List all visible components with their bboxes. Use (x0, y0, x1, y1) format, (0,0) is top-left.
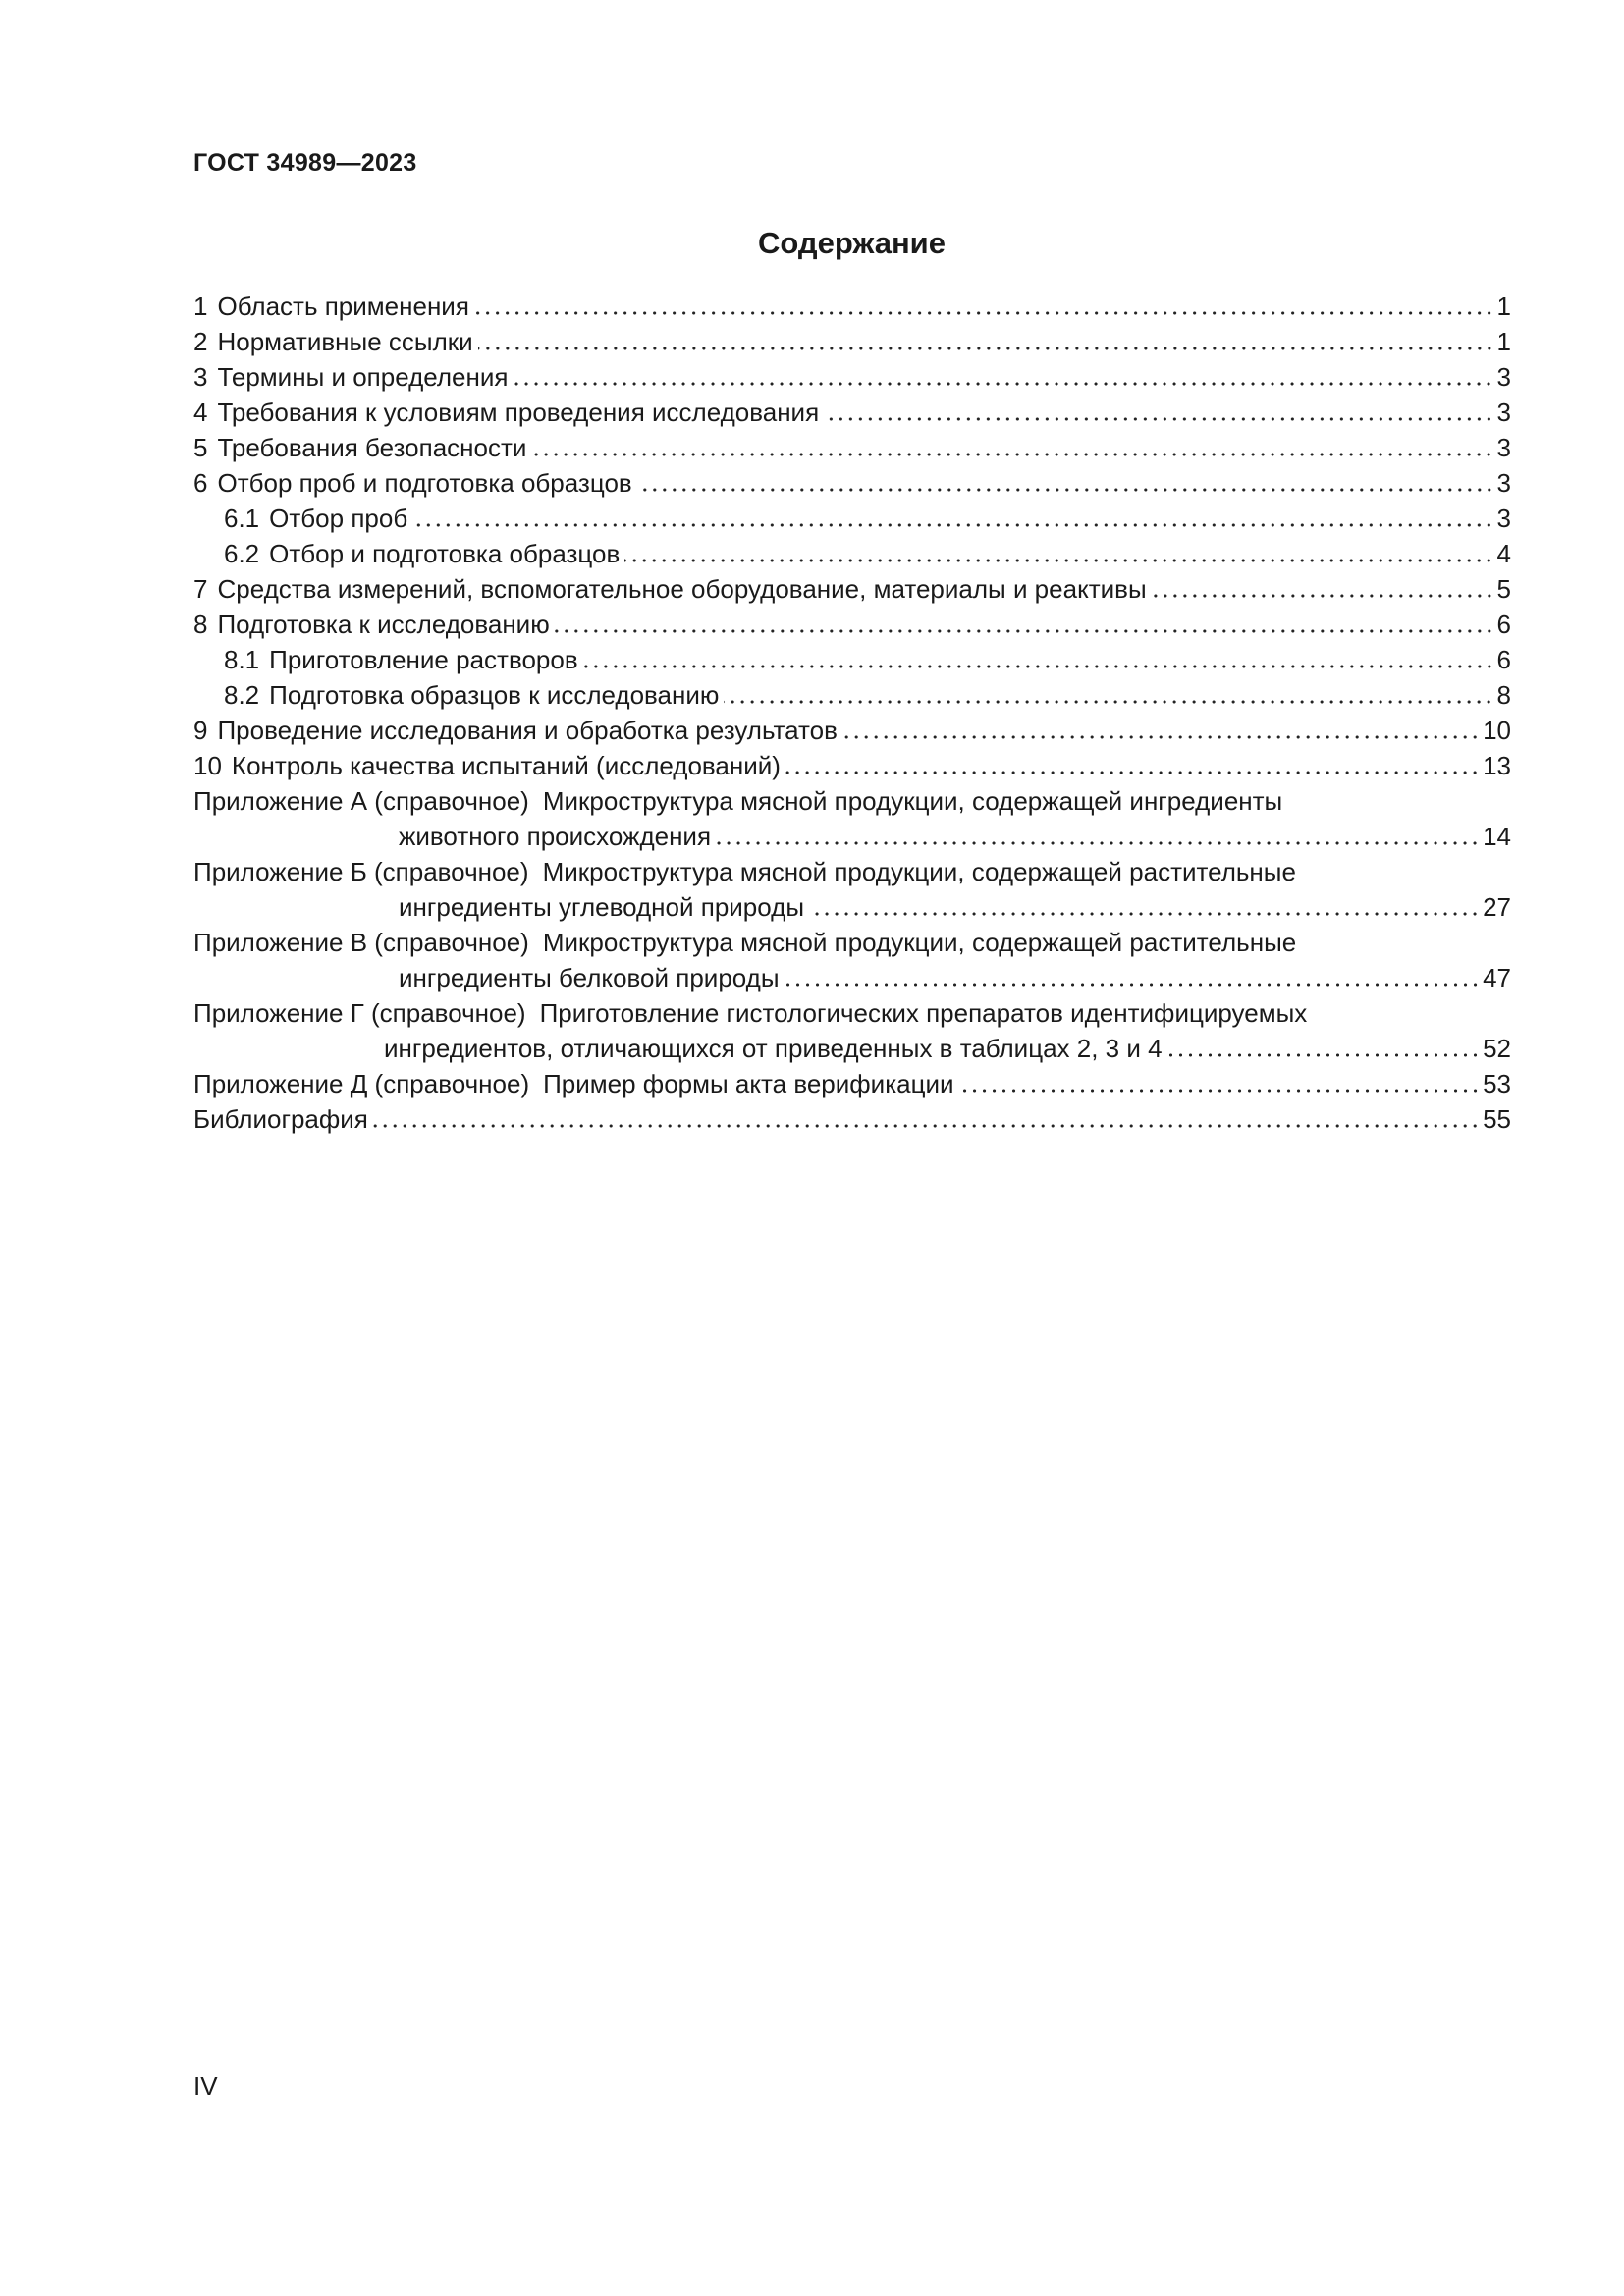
toc-item-6[interactable] (193, 465, 1511, 501)
toc-item-number: 2 (193, 327, 208, 356)
toc-item-page: 1 (1496, 292, 1511, 321)
toc-item-10[interactable] (193, 748, 1511, 783)
toc-leader-dots (724, 700, 1493, 704)
toc-item-page: 3 (1496, 468, 1511, 498)
appendix-title-line2: ингредиенты белковой природы (399, 963, 780, 992)
appendix-label: Приложение Д (справочное) (193, 1069, 530, 1098)
toc-item-number: 9 (193, 716, 208, 745)
toc-leader-dots (785, 983, 1481, 987)
toc-item-text: Средства измерений, вспомогательное оборудование, материалы и реактивы (217, 574, 1147, 604)
toc-item-6-1[interactable] (193, 501, 1511, 536)
toc-item-4[interactable] (193, 395, 1511, 430)
page-title: Содержание (758, 226, 946, 260)
toc-leader-dots (412, 523, 1493, 527)
toc-item-page: 3 (1496, 398, 1511, 427)
toc-leader-dots (637, 488, 1494, 492)
toc-item-page: 6 (1496, 610, 1511, 639)
toc-item-number: 8.1 (224, 645, 260, 674)
toc-item-number: 6 (193, 468, 208, 498)
appendix-title-line1: Микроструктура мясной продукции, содержащей растительные (542, 857, 1296, 886)
toc-item-number: 7 (193, 574, 208, 604)
toc-item-page: 14 (1483, 822, 1511, 851)
toc-item-page: 1 (1496, 327, 1511, 356)
toc-item-page: 3 (1496, 433, 1511, 462)
toc-item-text: Контроль качества испытаний (исследований) (231, 751, 781, 780)
toc-leader-dots (531, 453, 1493, 456)
toc-item-page: 10 (1483, 716, 1511, 745)
toc-item-page: 4 (1496, 539, 1511, 568)
toc-leader-dots (478, 347, 1494, 350)
page-number: IV (193, 2071, 218, 2101)
toc-item-2[interactable] (193, 324, 1511, 359)
toc-item-1[interactable] (193, 289, 1511, 324)
toc-leader-dots (785, 771, 1480, 774)
toc-leader-dots (373, 1124, 1480, 1128)
toc-item-page: 13 (1483, 751, 1511, 780)
toc-item-9[interactable] (193, 713, 1511, 748)
toc-item-page: 53 (1483, 1069, 1511, 1098)
toc-appendix-d[interactable] (193, 1066, 1511, 1101)
document-code: ГОСТ 34989—2023 (193, 149, 417, 177)
toc-bibliography[interactable] (193, 1101, 1511, 1137)
toc-item-page: 52 (1483, 1034, 1511, 1063)
toc-item-text: Отбор проб (269, 504, 408, 533)
toc-item-text: Термины и определения (217, 362, 509, 392)
toc-leader-dots (1167, 1053, 1481, 1057)
toc-leader-dots (583, 665, 1494, 668)
appendix-title-line1: Микроструктура мясной продукции, содержащей ингредиенты (542, 786, 1283, 816)
appendix-title-line2: ингредиенты углеводной природы (399, 892, 805, 922)
appendix-title-line1: Приготовление гистологических препаратов идентифицируемых (539, 998, 1308, 1028)
toc-appendix-a[interactable] (193, 783, 1511, 854)
toc-leader-dots (959, 1089, 1481, 1093)
appendix-title-line1: Микроструктура мясной продукции, содержащей растительные (542, 928, 1297, 957)
toc-item-text: Подготовка к исследованию (217, 610, 550, 639)
toc-item-number: 8.2 (224, 680, 260, 710)
toc-item-text: Требования к условиям проведения исследования (217, 398, 820, 427)
toc-item-text: Требования безопасности (217, 433, 527, 462)
toc-leader-dots (716, 841, 1480, 845)
toc-leader-dots (624, 559, 1493, 562)
toc-item-number: 1 (193, 292, 208, 321)
toc-item-number: 6.2 (224, 539, 260, 568)
appendix-title-line2: ингредиентов, отличающихся от приведенных в таблицах 2, 3 и 4 (384, 1034, 1163, 1063)
toc-item-8-2[interactable] (193, 677, 1511, 713)
toc-item-number: 10 (193, 751, 222, 780)
toc-item-page: 47 (1483, 963, 1511, 992)
toc-leader-dots (809, 912, 1480, 916)
toc-item-number: 5 (193, 433, 208, 462)
appendix-label: Приложение Г (справочное) (193, 998, 526, 1028)
toc-item-text: Область применения (217, 292, 469, 321)
appendix-title: Пример формы акта верификации (543, 1069, 954, 1098)
toc-appendix-g[interactable] (193, 995, 1511, 1066)
toc-item-page: 6 (1496, 645, 1511, 674)
toc-item-5[interactable] (193, 430, 1511, 465)
toc-item-page: 3 (1496, 362, 1511, 392)
toc-item-number: 8 (193, 610, 208, 639)
toc-item-text: Приготовление растворов (269, 645, 578, 674)
toc-leader-dots (474, 311, 1494, 315)
toc-item-page: 55 (1483, 1104, 1511, 1134)
appendix-label: Приложение А (справочное) (193, 786, 529, 816)
toc-item-text: Подготовка образцов к исследованию (269, 680, 720, 710)
appendix-label: Приложение В (справочное) (193, 928, 529, 957)
toc-item-number: 3 (193, 362, 208, 392)
toc-item-8[interactable] (193, 607, 1511, 642)
toc-item-page: 3 (1496, 504, 1511, 533)
toc-leader-dots (513, 382, 1493, 386)
toc-leader-dots (824, 417, 1493, 421)
toc-item-3[interactable] (193, 359, 1511, 395)
toc-item-7[interactable] (193, 571, 1511, 607)
toc-item-number: 4 (193, 398, 208, 427)
table-of-contents (193, 289, 1511, 1137)
appendix-label: Приложение Б (справочное) (193, 857, 529, 886)
toc-appendix-v[interactable] (193, 925, 1511, 995)
toc-item-page: 27 (1483, 892, 1511, 922)
toc-item-number: 6.1 (224, 504, 260, 533)
toc-item-page: 5 (1496, 574, 1511, 604)
toc-item-8-1[interactable] (193, 642, 1511, 677)
toc-item-text: Проведение исследования и обработка результатов (217, 716, 838, 745)
bibliography-text: Библиография (193, 1104, 368, 1134)
toc-leader-dots (842, 735, 1480, 739)
toc-item-6-2[interactable] (193, 536, 1511, 571)
toc-item-text: Нормативные ссылки (217, 327, 473, 356)
appendix-title-line2: животного происхождения (399, 822, 712, 851)
toc-item-page: 8 (1496, 680, 1511, 710)
toc-leader-dots (555, 629, 1494, 633)
toc-leader-dots (1152, 594, 1494, 598)
toc-appendix-b[interactable] (193, 854, 1511, 925)
toc-item-text: Отбор и подготовка образцов (269, 539, 621, 568)
toc-item-text: Отбор проб и подготовка образцов (217, 468, 632, 498)
